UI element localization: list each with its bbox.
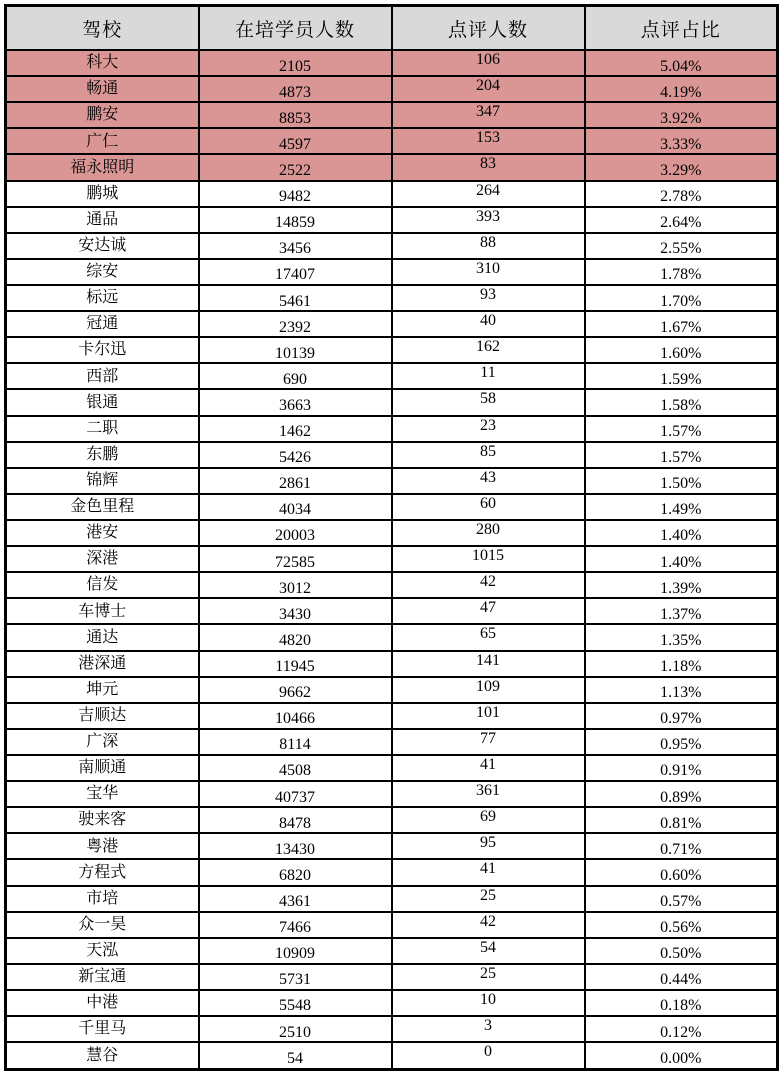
cell-ratio: 0.18% [585, 990, 778, 1016]
cell-reviews: 280 [392, 520, 585, 546]
cell-reviews: 25 [392, 964, 585, 990]
header-students-in-training: 在培学员人数 [199, 6, 392, 51]
table-row [6, 442, 778, 468]
cell-students: 17407 [199, 259, 392, 285]
table-body [6, 50, 778, 1070]
cell-school: 冠通 [6, 311, 199, 337]
cell-school: 方程式 [6, 859, 199, 885]
cell-reviews: 361 [392, 781, 585, 807]
cell-school: 千里马 [6, 1016, 199, 1042]
cell-ratio: 2.55% [585, 233, 778, 259]
cell-students: 8114 [199, 729, 392, 755]
cell-school: 宝华 [6, 781, 199, 807]
cell-reviews: 3 [392, 1016, 585, 1042]
cell-students: 8478 [199, 807, 392, 833]
cell-reviews: 101 [392, 703, 585, 729]
cell-school: 天泓 [6, 938, 199, 964]
cell-students: 40737 [199, 781, 392, 807]
table-row [6, 833, 778, 859]
cell-ratio: 1.58% [585, 389, 778, 415]
cell-school: 综安 [6, 259, 199, 285]
cell-reviews: 141 [392, 651, 585, 677]
cell-reviews: 1015 [392, 546, 585, 572]
cell-school: 鹏安 [6, 102, 199, 128]
cell-ratio: 1.35% [585, 624, 778, 650]
table-row [6, 624, 778, 650]
cell-school: 科大 [6, 50, 199, 76]
cell-reviews: 25 [392, 886, 585, 912]
cell-reviews: 85 [392, 442, 585, 468]
table-row [6, 859, 778, 885]
cell-students: 3012 [199, 572, 392, 598]
cell-school: 广深 [6, 729, 199, 755]
cell-students: 4508 [199, 755, 392, 781]
cell-students: 9482 [199, 181, 392, 207]
driving-schools-table [4, 4, 779, 1071]
header-school: 驾校 [6, 6, 199, 51]
cell-school: 慧谷 [6, 1042, 199, 1069]
cell-ratio: 0.81% [585, 807, 778, 833]
cell-reviews: 106 [392, 50, 585, 76]
table-row [6, 886, 778, 912]
cell-students: 5426 [199, 442, 392, 468]
cell-students: 3663 [199, 389, 392, 415]
cell-ratio: 0.89% [585, 781, 778, 807]
cell-reviews: 310 [392, 259, 585, 285]
table-row [6, 912, 778, 938]
table-row [6, 76, 778, 102]
cell-reviews: 93 [392, 285, 585, 311]
cell-ratio: 1.67% [585, 311, 778, 337]
cell-students: 10466 [199, 703, 392, 729]
cell-reviews: 41 [392, 755, 585, 781]
table-row [6, 285, 778, 311]
cell-reviews: 77 [392, 729, 585, 755]
cell-reviews: 54 [392, 938, 585, 964]
cell-reviews: 162 [392, 337, 585, 363]
cell-students: 5731 [199, 964, 392, 990]
cell-reviews: 347 [392, 102, 585, 128]
cell-students: 6820 [199, 859, 392, 885]
cell-students: 2392 [199, 311, 392, 337]
cell-students: 2105 [199, 50, 392, 76]
table-row [6, 781, 778, 807]
cell-ratio: 0.60% [585, 859, 778, 885]
cell-school: 金色里程 [6, 494, 199, 520]
cell-students: 9662 [199, 677, 392, 703]
table-row [6, 181, 778, 207]
cell-students: 20003 [199, 520, 392, 546]
cell-reviews: 43 [392, 468, 585, 494]
table-row [6, 546, 778, 572]
cell-reviews: 47 [392, 598, 585, 624]
cell-reviews: 58 [392, 389, 585, 415]
cell-school: 坤元 [6, 677, 199, 703]
table-row [6, 128, 778, 154]
cell-ratio: 1.39% [585, 572, 778, 598]
cell-school: 驶来客 [6, 807, 199, 833]
cell-reviews: 153 [392, 128, 585, 154]
cell-students: 10909 [199, 938, 392, 964]
table-row [6, 703, 778, 729]
cell-ratio: 1.37% [585, 598, 778, 624]
cell-ratio: 1.40% [585, 520, 778, 546]
cell-students: 2861 [199, 468, 392, 494]
header-review-count: 点评人数 [392, 6, 585, 51]
cell-ratio: 1.57% [585, 442, 778, 468]
cell-school: 粤港 [6, 833, 199, 859]
cell-reviews: 95 [392, 833, 585, 859]
cell-ratio: 0.95% [585, 729, 778, 755]
cell-ratio: 1.57% [585, 416, 778, 442]
cell-students: 54 [199, 1042, 392, 1069]
cell-ratio: 0.97% [585, 703, 778, 729]
cell-school: 锦辉 [6, 468, 199, 494]
cell-ratio: 3.33% [585, 128, 778, 154]
cell-school: 车博士 [6, 598, 199, 624]
table-row [6, 154, 778, 180]
cell-students: 2510 [199, 1016, 392, 1042]
cell-students: 4597 [199, 128, 392, 154]
cell-ratio: 0.71% [585, 833, 778, 859]
table-row [6, 520, 778, 546]
header-review-ratio: 点评占比 [585, 6, 778, 51]
cell-reviews: 10 [392, 990, 585, 1016]
cell-ratio: 1.70% [585, 285, 778, 311]
cell-school: 二职 [6, 416, 199, 442]
cell-school: 鹏城 [6, 181, 199, 207]
table-row [6, 938, 778, 964]
cell-ratio: 1.50% [585, 468, 778, 494]
cell-reviews: 393 [392, 207, 585, 233]
cell-reviews: 264 [392, 181, 585, 207]
table-row [6, 311, 778, 337]
cell-students: 5461 [199, 285, 392, 311]
table-row [6, 50, 778, 76]
cell-reviews: 65 [392, 624, 585, 650]
cell-reviews: 41 [392, 859, 585, 885]
table-row [6, 259, 778, 285]
table-row [6, 572, 778, 598]
cell-school: 吉顺达 [6, 703, 199, 729]
table-row [6, 598, 778, 624]
cell-reviews: 40 [392, 311, 585, 337]
cell-school: 银通 [6, 389, 199, 415]
cell-ratio: 0.50% [585, 938, 778, 964]
cell-ratio: 0.56% [585, 912, 778, 938]
cell-reviews: 42 [392, 572, 585, 598]
table-row [6, 807, 778, 833]
cell-school: 信发 [6, 572, 199, 598]
cell-students: 13430 [199, 833, 392, 859]
cell-reviews: 42 [392, 912, 585, 938]
cell-school: 广仁 [6, 128, 199, 154]
table-row [6, 990, 778, 1016]
cell-school: 通达 [6, 624, 199, 650]
cell-school: 南顺通 [6, 755, 199, 781]
cell-ratio: 0.12% [585, 1016, 778, 1042]
cell-ratio: 4.19% [585, 76, 778, 102]
cell-reviews: 88 [392, 233, 585, 259]
cell-ratio: 2.64% [585, 207, 778, 233]
cell-students: 1462 [199, 416, 392, 442]
table-row [6, 363, 778, 389]
cell-reviews: 0 [392, 1042, 585, 1069]
cell-reviews: 204 [392, 76, 585, 102]
table-row [6, 102, 778, 128]
cell-school: 市培 [6, 886, 199, 912]
cell-school: 通品 [6, 207, 199, 233]
cell-school: 新宝通 [6, 964, 199, 990]
cell-reviews: 69 [392, 807, 585, 833]
table-row [6, 494, 778, 520]
cell-students: 14859 [199, 207, 392, 233]
cell-ratio: 0.57% [585, 886, 778, 912]
cell-students: 3430 [199, 598, 392, 624]
cell-ratio: 1.49% [585, 494, 778, 520]
cell-ratio: 3.29% [585, 154, 778, 180]
cell-ratio: 1.60% [585, 337, 778, 363]
cell-students: 5548 [199, 990, 392, 1016]
cell-school: 福永照明 [6, 154, 199, 180]
cell-school: 西部 [6, 363, 199, 389]
cell-reviews: 11 [392, 363, 585, 389]
table-row [6, 755, 778, 781]
cell-reviews: 109 [392, 677, 585, 703]
cell-school: 众一昊 [6, 912, 199, 938]
cell-ratio: 3.92% [585, 102, 778, 128]
table-row [6, 416, 778, 442]
cell-ratio: 2.78% [585, 181, 778, 207]
cell-ratio: 0.00% [585, 1042, 778, 1069]
table-row [6, 677, 778, 703]
table-row [6, 337, 778, 363]
header-row [6, 6, 778, 51]
cell-school: 畅通 [6, 76, 199, 102]
table-row [6, 964, 778, 990]
cell-students: 7466 [199, 912, 392, 938]
table-row [6, 651, 778, 677]
cell-school: 安达诚 [6, 233, 199, 259]
table-row [6, 1042, 778, 1069]
cell-students: 8853 [199, 102, 392, 128]
cell-students: 4361 [199, 886, 392, 912]
cell-reviews: 83 [392, 154, 585, 180]
cell-ratio: 1.59% [585, 363, 778, 389]
cell-students: 11945 [199, 651, 392, 677]
cell-ratio: 0.44% [585, 964, 778, 990]
cell-school: 东鹏 [6, 442, 199, 468]
cell-ratio: 0.91% [585, 755, 778, 781]
cell-ratio: 1.40% [585, 546, 778, 572]
cell-school: 标远 [6, 285, 199, 311]
cell-reviews: 23 [392, 416, 585, 442]
cell-students: 4820 [199, 624, 392, 650]
cell-students: 3456 [199, 233, 392, 259]
cell-ratio: 1.18% [585, 651, 778, 677]
cell-school: 中港 [6, 990, 199, 1016]
table-row [6, 468, 778, 494]
cell-students: 2522 [199, 154, 392, 180]
cell-school: 卡尔迅 [6, 337, 199, 363]
cell-students: 72585 [199, 546, 392, 572]
cell-students: 10139 [199, 337, 392, 363]
cell-school: 港深通 [6, 651, 199, 677]
table-row [6, 1016, 778, 1042]
table-row [6, 207, 778, 233]
cell-school: 港安 [6, 520, 199, 546]
cell-school: 深港 [6, 546, 199, 572]
cell-students: 4034 [199, 494, 392, 520]
cell-ratio: 1.13% [585, 677, 778, 703]
cell-reviews: 60 [392, 494, 585, 520]
table-row [6, 729, 778, 755]
cell-ratio: 1.78% [585, 259, 778, 285]
cell-ratio: 5.04% [585, 50, 778, 76]
table-header [6, 6, 778, 51]
table-row [6, 233, 778, 259]
cell-students: 690 [199, 363, 392, 389]
table-row [6, 389, 778, 415]
cell-students: 4873 [199, 76, 392, 102]
